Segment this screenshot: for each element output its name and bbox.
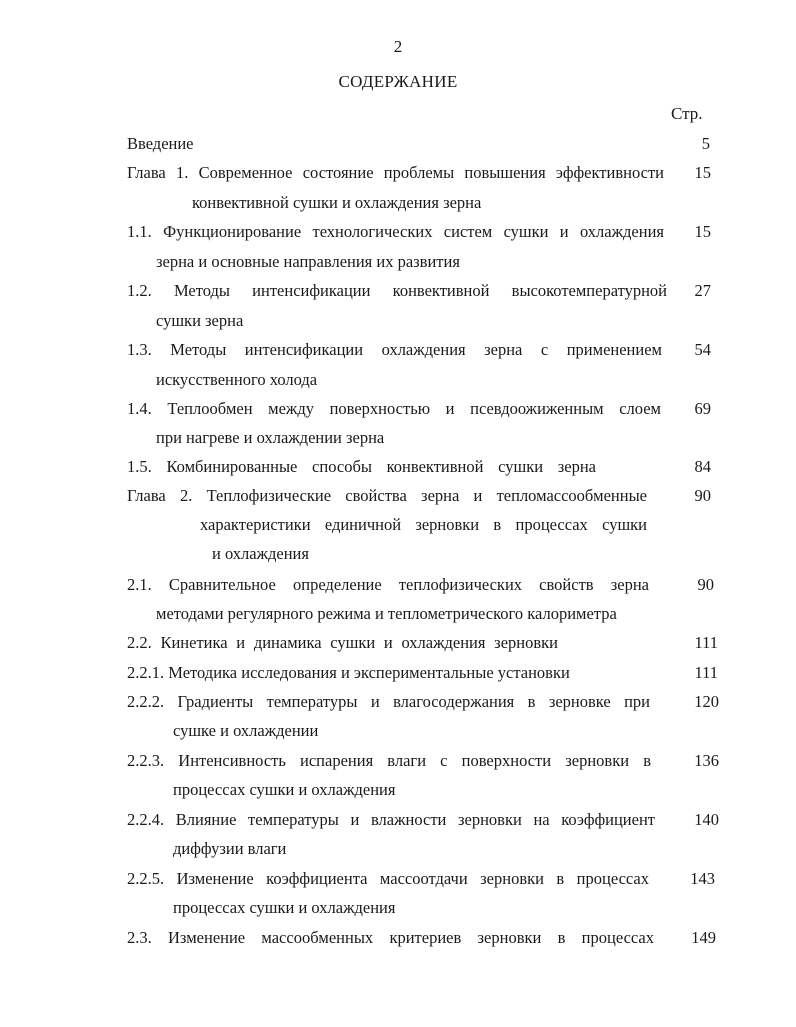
page-number: 2: [393, 37, 403, 56]
toc-entry-continuation: процессах сушки и охлаждения: [173, 898, 396, 917]
toc-entry-page: 120: [694, 692, 719, 711]
toc-entry-title: Глава 2. Теплофизические свойства зерна и тепломассообменные: [127, 486, 647, 505]
toc-entry-page: 69: [694, 399, 711, 418]
toc-entry-continuation: процессах сушки и охлаждения: [173, 780, 396, 799]
toc-entry-title: 1.3. Методы интенсификации охлаждения зерна с применением: [127, 340, 662, 359]
toc-entry-title: 1.4. Теплообмен между поверхностью и псевдоожиженным слоем: [127, 399, 661, 418]
toc-entry-title: 2.2.2. Градиенты температуры и влагосодержания в зерновке при: [127, 692, 650, 711]
toc-entry-title: 2.3. Изменение массообменных критериев зерновки в процессах: [127, 928, 654, 947]
toc-entry-title: 2.2.3. Интенсивность испарения влаги с поверхности зерновки в: [127, 751, 651, 770]
toc-entry-page: 136: [694, 751, 719, 770]
toc-entry-continuation: характеристики единичной зерновки в процессах сушки: [200, 515, 647, 534]
toc-entry-page: 143: [690, 869, 715, 888]
toc-entry-continuation: диффузии влаги: [173, 839, 287, 858]
toc-entry-continuation: и охлаждения: [212, 544, 309, 563]
toc-entry-page: 111: [694, 663, 718, 682]
toc-entry-continuation: сушки зерна: [156, 311, 244, 330]
toc-entry-page: 149: [691, 928, 716, 947]
toc-entry-page: 90: [697, 575, 714, 594]
toc-entry-page: 84: [694, 457, 711, 476]
toc-entry-continuation: искусственного холода: [156, 370, 318, 389]
toc-entry-title: 2.2.5. Изменение коэффициента массоотдачи зерновки в процессах: [127, 869, 649, 888]
toc-entry-title: Глава 1. Современное состояние проблемы повышения эффективности: [127, 163, 664, 182]
toc-entry-title: 1.1. Функционирование технологических систем сушки и охлаждения: [127, 222, 664, 241]
toc-entry-title: 1.5. Комбинированные способы конвективной сушки зерна: [127, 457, 596, 476]
toc-entry-continuation: при нагреве и охлаждении зерна: [156, 428, 385, 447]
toc-entry-page: 5: [701, 134, 710, 153]
toc-entry-page: 15: [694, 222, 711, 241]
toc-entry-page: 111: [694, 633, 718, 652]
toc-entry-continuation: зерна и основные направления их развития: [156, 252, 460, 271]
toc-entry-title: 2.2.1. Методика исследования и экспериментальные установки: [127, 663, 570, 682]
page-title: СОДЕРЖАНИЕ: [338, 72, 458, 91]
toc-entry-title: 2.2. Кинетика и динамика сушки и охлаждения зерновки: [127, 633, 558, 652]
toc-entry-continuation: методами регулярного режима и теплометрического калориметра: [156, 604, 617, 623]
toc-entry-page: 140: [694, 810, 719, 829]
toc-entry-title: 2.2.4. Влияние температуры и влажности зерновки на коэффициент: [127, 810, 655, 829]
toc-entry-page: 54: [694, 340, 711, 359]
toc-entry-page: 15: [694, 163, 711, 182]
toc-entry-page: 27: [694, 281, 711, 300]
toc-entry-continuation: сушке и охлаждении: [173, 721, 319, 740]
toc-entry-continuation: конвективной сушки и охлаждения зерна: [192, 193, 482, 212]
toc-entry-title: 1.2. Методы интенсификации конвективной высокотемпературной: [127, 281, 667, 300]
toc-entry-title: 2.1. Сравнительное определение теплофизических свойств зерна: [127, 575, 649, 594]
toc-entry-title: Введение: [127, 134, 194, 153]
page-column-header: Стр.: [671, 104, 703, 123]
toc-entry-page: 90: [694, 486, 711, 505]
